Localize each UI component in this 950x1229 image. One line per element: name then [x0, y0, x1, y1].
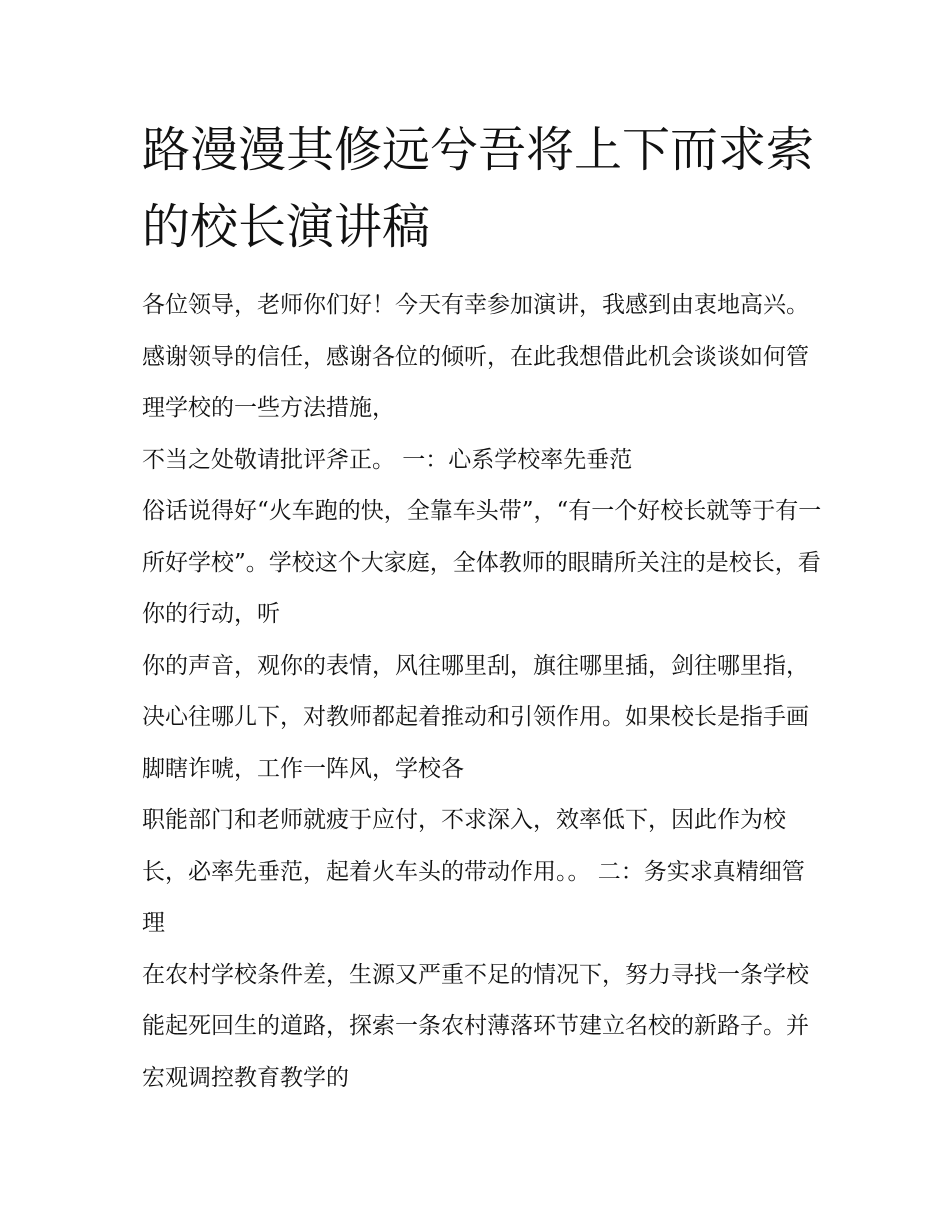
document-title: 路漫漫其修远兮吾将上下而求索的校长演讲稿: [142, 122, 815, 255]
paragraph-greeting: 各位领导，老师你们好！今天有幸参加演讲，我感到由衷地高兴。感谢领导的信任，感谢各位的倾听，在此我想借此机会谈谈如何管理学校的一些方法措施，: [142, 292, 809, 421]
paragraph-section-one-heading: 不当之处敬请批评斧正。 一：心系学校率先垂范: [142, 446, 633, 473]
paragraph-proverb: 俗话说得好“火车跑的快，全靠车头带”，“有一个好校长就等于有一所好学校”。学校这个大家庭，全体教师的眼睛所关注的是校长，看你的行动，听: [142, 498, 822, 627]
document-page: [142, 112, 822, 1104]
paragraph-leadership: 你的声音，观你的表情，风往哪里刮，旗往哪里插，剑往哪里指，决心往哪儿下，对教师都起着推动和引领作用。如果校长是指手画脚瞎诈唬，工作一阵风，学校各: [142, 652, 809, 782]
paragraph-rural-school: 在农村学校条件差，生源又严重不足的情况下，努力寻找一条学校能起死回生的道路，探索一条农村薄落环节建立名校的新路子。并宏观调控教育教学的: [142, 961, 809, 1091]
paragraph-section-two-heading: 职能部门和老师就疲于应付，不求深入，效率低下，因此作为校长，必率先垂范，起着火车头的带动作用。。 二：务实求真精细管理: [142, 807, 805, 936]
